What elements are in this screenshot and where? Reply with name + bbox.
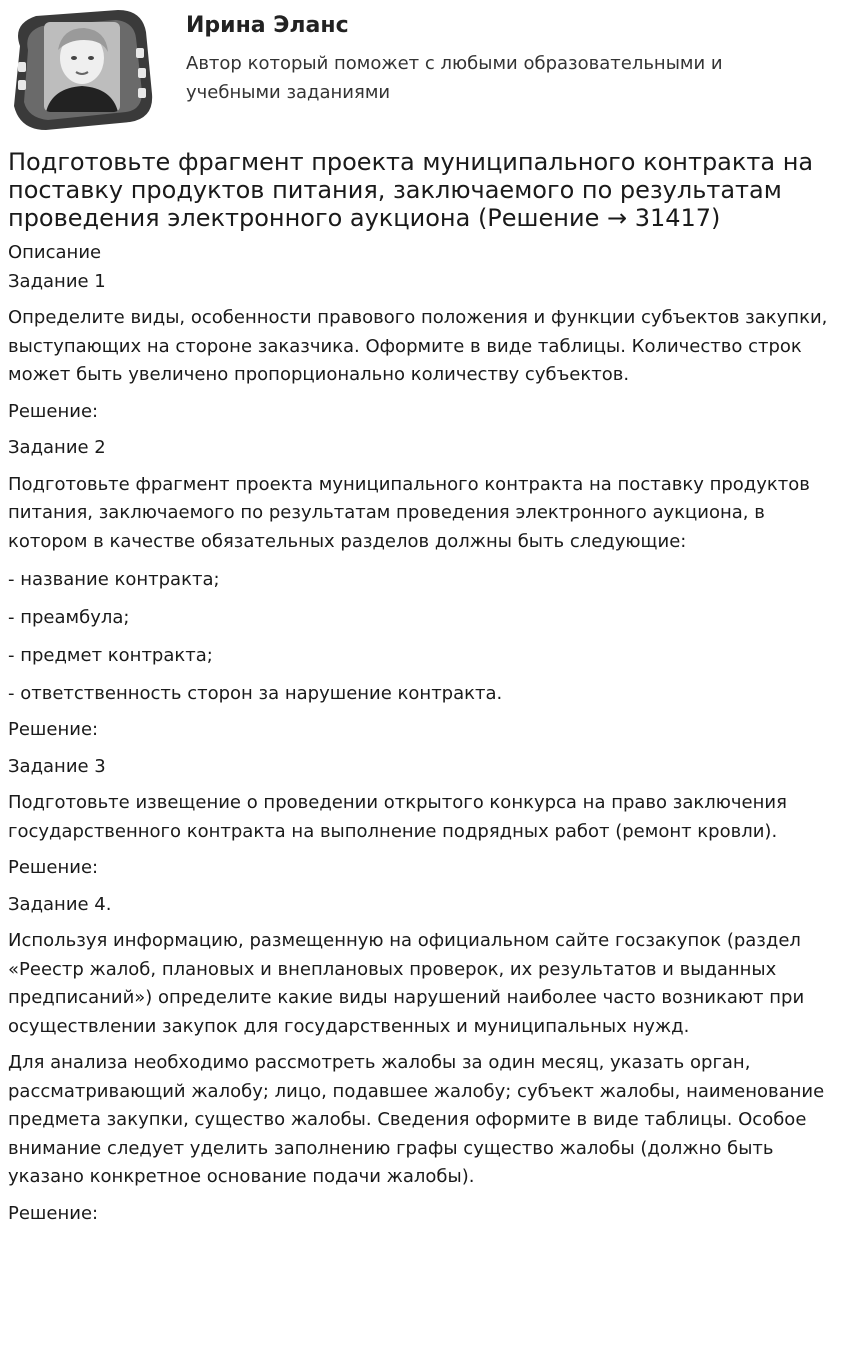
task-solution-label: Решение:	[8, 400, 99, 422]
task-heading: Задание 3	[8, 755, 106, 777]
list-item: - название контракта;	[8, 569, 220, 590]
task-heading: Задание 4.	[8, 893, 112, 915]
main-content	[0, 148, 847, 1228]
task-heading: Задание 1	[8, 271, 106, 292]
task-paragraph: Подготовьте извещение о проведении открытого конкурса на право заключения государственного контракта на выполнение подрядных работ (ремонт кровли).	[8, 792, 787, 842]
description-label: Описание	[8, 242, 102, 263]
task-paragraph: Для анализа необходимо рассмотреть жалобы за один месяц, указать орган, рассматривающий жалобу; лицо, подавшее жалобу; субъект жалобы, наименование предмета закупки, существо жалобы. Сведения оформите в виде таблицы. Особое внимание следует уделить заполнению графы существо жалобы (должно быть указано конкретное основание подачи жалобы).	[8, 1052, 825, 1187]
task-paragraph: Используя информацию, размещенную на официальном сайте госзакупок (раздел «Реестр жалоб, плановых и внеплановых проверок, их результатов и выданных предписаний») определите какие виды нарушений наиболее часто возникают при осуществлении закупок для государственных и муниципальных нужд.	[8, 930, 805, 1037]
task-solution-label: Решение:	[8, 857, 99, 878]
task-heading: Задание 2	[8, 437, 106, 458]
author-avatar	[6, 6, 154, 130]
task-paragraph: Определите виды, особенности правового положения и функции субъектов закупки, выступающих на стороне заказчика. Оформите в виде таблицы. Количество строк может быть увеличено пропорционально количеству субъектов.	[8, 307, 828, 385]
task-solution-label: Решение:	[8, 1202, 99, 1224]
list-item: - преамбула;	[8, 607, 130, 628]
list-item: - ответственность сторон за нарушение контракта.	[8, 683, 503, 704]
author-card	[0, 0, 847, 140]
page-title: Подготовьте фрагмент проекта муниципального контракта на поставку продуктов питания, заключаемого по результатам проведения электронного аукциона (Решение → 31417)	[8, 148, 814, 232]
author-name: Ирина Эланс	[186, 13, 349, 38]
author-description: Автор который поможет с любыми образовательными и учебными заданиями	[186, 53, 723, 103]
task-solution-label: Решение:	[8, 719, 99, 740]
task-paragraph: Подготовьте фрагмент проекта муниципального контракта на поставку продуктов питания, заключаемого по результатам проведения электронного аукциона, в котором в качестве обязательных разделов должны быть следующие:	[8, 473, 810, 552]
list-item: - предмет контракта;	[8, 645, 213, 666]
